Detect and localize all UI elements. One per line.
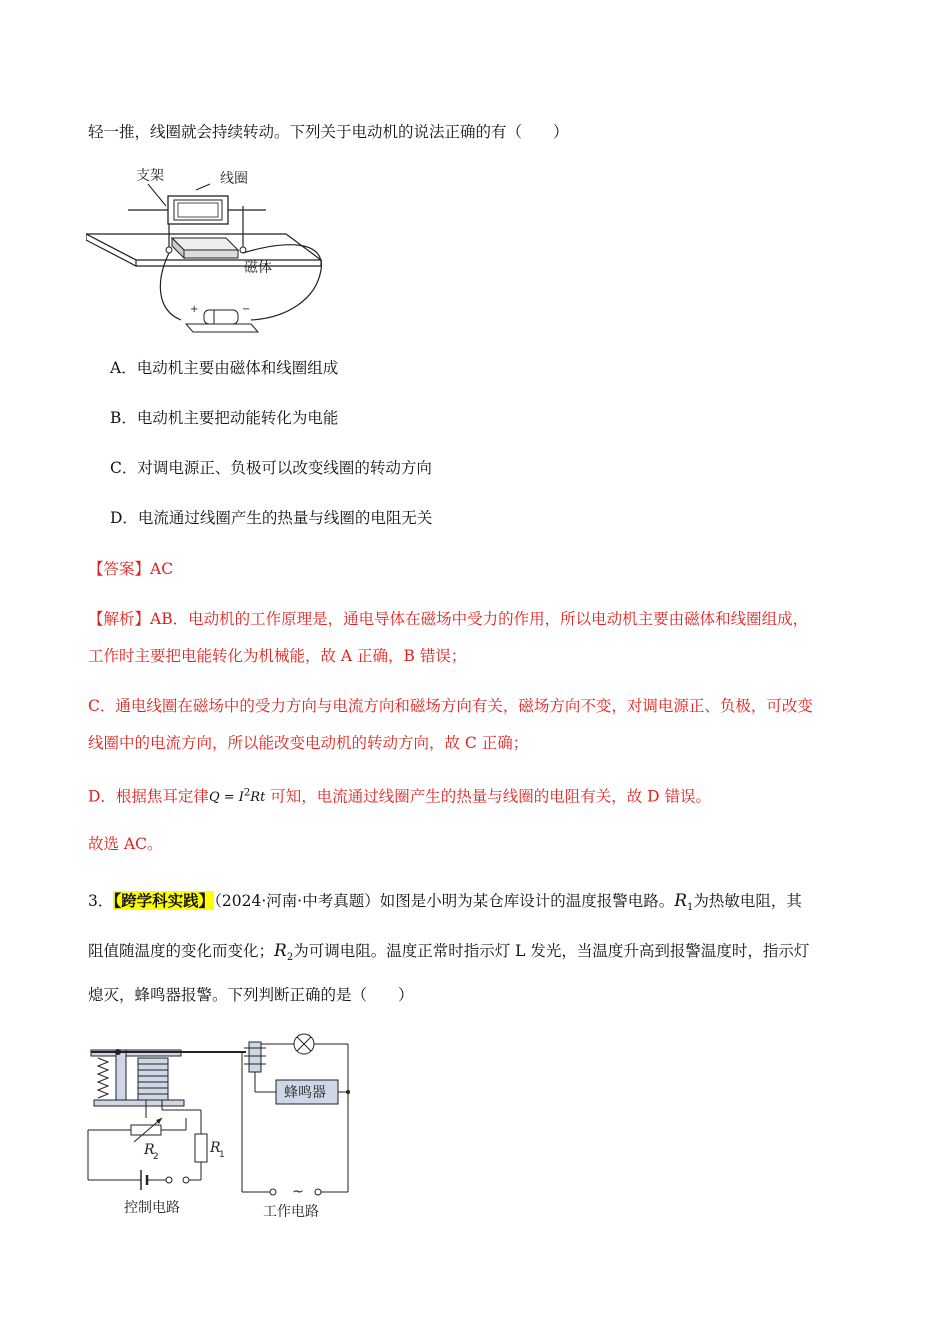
option-b: B．电动机主要把动能转化为电能	[110, 409, 339, 427]
analysis-ab-line1: 【解析】AB．电动机的工作原理是，通电导体在磁场中受力的作用，所以电动机主要由磁体和线圈组成，	[88, 610, 809, 628]
analysis-d	[88, 784, 711, 808]
option-d: D．电流通过线圈产生的热量与线圈的电阻无关	[110, 509, 433, 527]
joule-formula: $Q = I^2Rt$	[208, 788, 266, 806]
question-3-number: 3．	[88, 892, 114, 910]
analysis-c-line1: C．通电线圈在磁场中的受力方向与电流方向和磁场方向有关，磁场方向不变，对调电源正、负极，可改变	[88, 697, 813, 715]
option-c: C．对调电源正、负极可以改变线圈的转动方向	[110, 459, 432, 477]
label-plus: +	[190, 304, 199, 315]
option-a: A．电动机主要由磁体和线圈组成	[110, 359, 339, 377]
interdisciplinary-tag: 【跨学科实践】	[113, 891, 215, 910]
label-r2-sub: 2	[153, 1152, 159, 1162]
conclusion: 故选 AC。	[88, 835, 163, 853]
label-coil: 线圈	[220, 171, 248, 187]
question-2-stem: 轻一推，线圈就会持续转动。下列关于电动机的说法正确的有（ ）	[88, 123, 569, 141]
r2-symbol: R	[274, 941, 287, 961]
answer: 【答案】AC	[88, 560, 174, 578]
label-minus: −	[242, 304, 251, 315]
label-magnet: 磁体	[244, 260, 272, 276]
motor-figure	[86, 160, 336, 340]
label-work-circuit: 工作电路	[263, 1204, 319, 1220]
question-3-stem-line3: 熄灭，蜂鸣器报警。下列判断正确的是（ ）	[88, 986, 414, 1004]
label-ac: ~	[292, 1184, 304, 1200]
label-control-circuit: 控制电路	[124, 1200, 180, 1216]
label-bracket: 支架	[136, 168, 164, 184]
analysis-d-after: 可知，电流通过线圈产生的热量与线圈的电阻有关，故 D 错误。	[265, 787, 712, 806]
label-r1-sub: 1	[219, 1150, 225, 1160]
question-3-stem-line2: 阻值随温度的变化而变化；$R_2$为可调电阻。温度正常时指示灯 L 发光，当温度升高到报警温度时，指示灯	[88, 941, 810, 964]
label-buzzer: 蜂鸣器	[284, 1085, 326, 1101]
alarm-circuit-figure	[86, 1030, 366, 1230]
analysis-ab-line2: 工作时主要把电能转化为机械能，故 A 正确，B 错误；	[88, 647, 467, 665]
r1-symbol: R	[674, 891, 688, 911]
label-r2: R	[144, 1142, 155, 1158]
analysis-d-before: D．根据焦耳定律	[88, 787, 209, 806]
analysis-c-line2: 线圈中的电流方向，所以能改变电动机的转动方向，故 C 正确；	[88, 734, 529, 752]
label-r1: R	[210, 1140, 221, 1156]
question-3-stem-line1: 3．【跨学科实践】（2024·河南·中考真题）如图是小明为某仓库设计的温度报警电路。$R_1$为热敏电阻，其	[88, 891, 802, 914]
